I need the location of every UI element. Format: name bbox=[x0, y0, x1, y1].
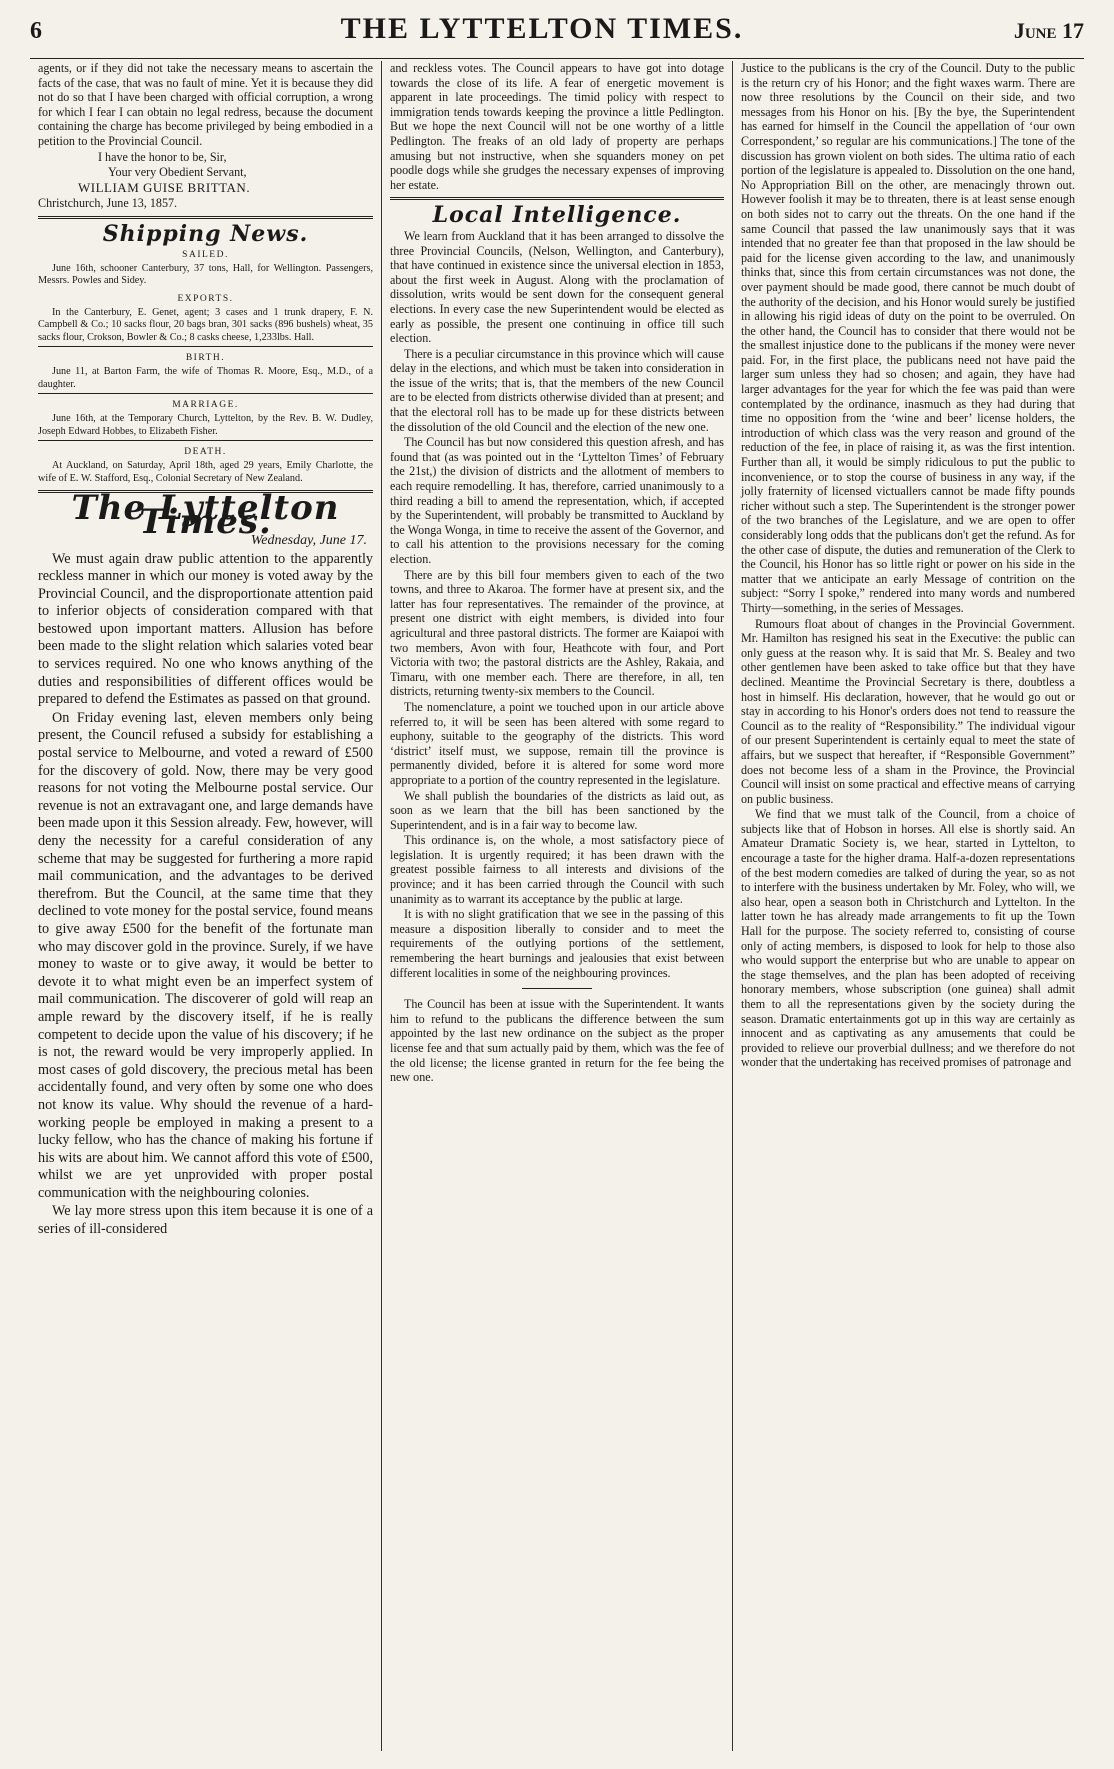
letter-servant: Your very Obedient Servant, bbox=[108, 165, 247, 180]
shipping-news-heading: Shipping News. bbox=[102, 220, 309, 247]
birth-label: BIRTH. bbox=[185, 352, 226, 363]
marriage-label: MARRIAGE. bbox=[172, 399, 239, 410]
news-paragraph: This ordinance is, on the whole, a most satisfactory piece of legislation. It is urgently required; it has been drawn with the greatest possible fairness to all interests and divisions of the province; and it has been carried through the Council with such unanimity as to warrant its acceptance by the public at large. bbox=[390, 833, 724, 906]
news-paragraph: We find that we must talk of the Council, from a choice of subjects like that of Hobson in horses. All else is shortly said. An Amateur Dramatic Society is, we hear, started in Lyttelton, to encourage a taste for the higher drama. Half-a-dozen representations of the best modern comedies are talked of during the year, so as not to interfere with the business undertaken by Mr. Foley, who will, we also hear, open a season both in Christchurch and Lyttelton. In the latter town he has already made arrangements to fit up the Town Hall for the purpose. The society referred to, consisting of course only of acting members, is disposed to look for help to those also who would support the enterprise but who are unable to appear on the stage themselves, and the plan has been adopted of receiving honorary members, whose subscription (one guinea) shall admit them to all the representations given by the society during the season. Dramatic entertainments got up in this way are certainly as innocent and as captivating as any amusements that could be provided to relieve our proverbial dullness; and we therefore do not wonder that the undertaking has received promises of patronage and bbox=[741, 807, 1075, 1070]
letter-place-date: Christchurch, June 13, 1857. bbox=[38, 196, 178, 211]
news-paragraph: We shall publish the boundaries of the districts as laid out, as soon as we learn that the bill has been sanctioned by the Superintendent, and is in a fair way to become law. bbox=[390, 788, 724, 832]
news-paragraph: There is a peculiar circumstance in this province which will cause delay in the elections, and which must be taken into consideration in the issue of the writs; that is, that the members of the new Council are to be elected from districts otherwise divided than at present; and that the electoral roll has to be made up for these districts between the dissolution of the old Council and the election of the new one. bbox=[390, 346, 724, 434]
masthead bbox=[30, 12, 1084, 56]
news-paragraph: There are by this bill four members given to each of the two towns, and three to Akaroa. The former have at present six, and the latter has four representatives. The remainder of the province, at present one district with eight members, is divided into four agricultural and three pastoral districts. The former are Kaiapoi with two members, Avon with four, Heathcote with four, and Port Victoria with two; the pastoral districts are the Ashley, Rakaia, and Timaru, with one member each. There are therefore, in all, ten districts, returning twenty-six members to the Council. bbox=[390, 567, 724, 699]
editorial-paragraph: We lay more stress upon this item because it is one of a series of ill-considered bbox=[38, 1203, 373, 1238]
issue-date: June 17 bbox=[1013, 18, 1084, 43]
local-intelligence-heading: Local Intelligence. bbox=[432, 202, 682, 229]
short-rule bbox=[522, 988, 592, 989]
divider bbox=[38, 440, 373, 441]
editorial-continued: and reckless votes. The Council appears to have got into dotage towards the close of its life. A fear of energetic movement is apparent in late proceedings. The timid policy with respect to immigration tends towards keeping the province a little Pedlington. But we hope the next Council will not be one worthy of a little Pedlington. The freaks of an old lady of property are perhaps amusing but not instructive, when she squanders money on pet poodle dogs while she grudges the necessary expenses of improving her estate. bbox=[390, 61, 724, 192]
letter-signature: WILLIAM GUISE BRITTAN. bbox=[78, 179, 251, 195]
death-text: At Auckland, on Saturday, April 18th, aged 29 years, Emily Charlotte, the wife of E. W. Stafford, Esq., Colonial Secretary of New Zealand. bbox=[38, 460, 373, 484]
divider bbox=[38, 346, 373, 347]
column-middle bbox=[381, 61, 732, 1751]
newspaper-title: THE LYTTELTON TIMES. bbox=[340, 12, 744, 45]
exports-label: EXPORTS. bbox=[177, 293, 234, 304]
columns bbox=[30, 61, 1084, 1751]
column-right bbox=[732, 61, 1083, 1751]
news-paragraph: Justice to the publicans is the cry of the Council. Duty to the public is the return cry of his Honor; and the fight waxes warm. There are now three resolutions by the Council on their side, and two messages from his Honor on his. [By the bye, the Superintendent has earned for himself in the Council the appellation of ‘our own Correspondent,’ so regular are his communications.] The tone of the discussion has grown violent on both sides. The ultima ratio of each portion of the legislature is appealed to. Dissolution on the one hand, No Appropriation Bill on the other, are menacingly thrown out. However foolish it may be to threaten, there is at least sense enough on both sides not to carry out the threats. On the one hand if the same Council that passed the law unanimously says that it was intended that no greater fee than that proposed in the law should be paid for the license given according to the law, and unanimously thinks that, since this from certain circumstances was not done, the over payment should be made good, there cannot be much doubt of the authority of the decision, and his Honor would surely be justified in allowing his rigid ideas of duty on the point to be overruled. On the other hand, the Council has to consider that there would not be the smallest injustice done to the publicans if the money were never paid. For, in the first place, the publicans need not have paid the larger sum unless they had so chosen; and again, they have had larger advantages for the year for which the fee was paid than were contemplated by the ordinance, inasmuch as they had during that time no opposition from the ‘wine and beer’ license holders, the introduction of which class was the very reason and ground of the reduction of the fee, in place of raising it, as was the first intention. Further than all, it would be simply ridiculous to put the public to inconvenience, or to stop the course of business in any way, if the jolly fraternity of licensed victuallers cannot be made fifty pounds richer without such a step. The Superintendent is the stronger power of the two branches of the Legislature, and we are open to offer considerably long odds that the publicans don't get the refund. As for the other case of dispute, the duties and remuneration of the Clerk to the Council, his Honor has so little right or power on his side in the matter that we anticipate an early Message of contrition on the subject: “Sorry I spoke,” rendered into many words and numbered Thirty—something, in the series of Messages. bbox=[741, 61, 1075, 615]
editorial-heading: The Lyttelton Times. bbox=[71, 487, 340, 543]
news-paragraph: The nomenclature, a point we touched upon in our article above referred to, it will be seen has been altered with some regard to euphony, suitable to the geography of the districts. This word ‘district’ itself must, we suppose, remain till the province is permanently divided, before it is altered for some word more appropriate to a portion of the country represented in the legislature. bbox=[390, 699, 724, 787]
news-paragraph: The Council has but now considered this question afresh, and has found that (as was pointed out in the ‘Lyttelton Times’ of February the 21st,) the division of districts and the allotment of members to each require remodelling. It has, therefore, carried unanimously to a third reading a bill to amend the representation, which, if accepted by the Superintendent, will probably be transmitted to Auckland by the Wonga Wonga, in time to receive the assent of the Governor, and to call his attention to the provisions necessary for the coming election. bbox=[390, 435, 724, 566]
section-divider bbox=[390, 197, 724, 200]
marriage-text: June 16th, at the Temporary Church, Lyttelton, by the Rev. B. W. Dudley, Joseph Edward Hobbes, to Elizabeth Fisher. bbox=[38, 413, 373, 437]
divider bbox=[38, 393, 373, 394]
editorial-paragraph: On Friday evening last, eleven members only being present, the Council refused a subsidy for establishing a postal service to Melbourne, and voted a reward of £500 for the discovery of gold. Now, there may be very good reasons for not voting the Melbourne postal service. Our revenue is not an extravagant one, and large demands have been made upon it this Session already. Few, however, will deny the necessity for a careful consideration of any scheme that may be suggested for furthering a more rapid mail communication, and the advantages to be derived therefrom. But the Council, at the same time that they declined to vote money for the postal service, found means to give away £500 for the benefit of the fortunate man who may discover gold in the province. Surely, if we have money to waste or to give away, it would be better to devote it to what might even be an imperfect system of mail communication. The discoverer of gold will reap an ample reward by the discovery itself, if he is really competent to decide upon the value of his discovery; if he is not, the reward would be very improperly applied. In most cases of gold discovery, the precious metal has been accidentally found, and very often by some one who does not know its value. Why should the revenue of a hard-working people be employed in making a present to a lucky fellow, who has the chance of making his fortune if his wits are about him. We cannot afford this vote of £500, whilst we are yet unprovided with proper postal communication with the neighbouring colonies. bbox=[38, 709, 373, 1201]
birth-text: June 11, at Barton Farm, the wife of Thomas R. Moore, Esq., M.D., of a daughter. bbox=[38, 366, 373, 390]
page-number: 6 bbox=[30, 18, 42, 44]
sailed-text: June 16th, schooner Canterbury, 37 tons, Hall, for Wellington. Passengers, Messrs. Powles and Sidey. bbox=[38, 263, 373, 287]
news-paragraph: The Council has been at issue with the Superintendent. It wants him to refund to the publicans the difference between the sum appointed by the last new ordinance on the subject as the proper license fee and that sum actually paid by them, which was the fee of the old license; the license granted in return for the fee being the new one. bbox=[390, 997, 724, 1085]
news-paragraph: It is with no slight gratification that we see in the passing of this measure a disposition liberally to consider and to meet the requirements of the outlying portions of the settlement, remembering the heart burnings and jealousies that exist between different localities in some of the neighbouring provinces. bbox=[390, 907, 724, 980]
sailed-label: SAILED. bbox=[182, 249, 229, 260]
editorial-dateline: Wednesday, June 17. bbox=[250, 532, 367, 548]
news-paragraph: Rumours float about of changes in the Provincial Government. Mr. Hamilton has resigned his seat in the Executive: the public can only guess at the reason why. It is said that Mr. S. Bealey and two other gentlemen have been asked to take office but that they have declined. Meantime the Provincial Secretary is there, doubtless a host in himself. His declaration, however, that he would go out or stay in according to his Honor's orders does not tend to reassure the Council as to the reality of “Responsibility.” The individual vigour of our present Superintendent is certainly equal to meet the state of affairs, but we suspect that hereafter, if “Responsible Government” does not become less of a sham in the Province, the Provincial Council will insist on some practical and effective means of carrying on public business. bbox=[741, 616, 1075, 806]
death-label: DEATH. bbox=[184, 446, 227, 457]
masthead-rule bbox=[30, 58, 1084, 59]
column-left bbox=[30, 61, 381, 1751]
letter-closing: I have the honor to be, Sir, bbox=[98, 149, 227, 164]
editorial-paragraph: We must again draw public attention to the apparently reckless manner in which our money is voted away by the Provincial Council, and the disproportionate attention paid to inferior objects of consideration compared with that bestowed upon important matters. Allusion has before been made to the slight relation which salaries voted bear to services required. No one who knows anything of the duties and responsibilities of different offices would be prepared to defend the Estimates as passed on that ground. bbox=[38, 550, 373, 708]
letter-paragraph: agents, or if they did not take the necessary means to ascertain the facts of the case, that was no fault of mine. Yet it is because they did not do so that I have been charged with official corruption, a wrong for which I fear I can obtain no legal redress, because the document containing the charge has become privileged by being embodied in a petition to the Provincial Council. bbox=[38, 61, 373, 148]
exports-text: In the Canterbury, E. Genet, agent; 3 cases and 1 trunk drapery, F. N. Campbell & Co.; 10 sacks flour, 20 bags bran, 301 sacks (896 bushels) wheat, 35 sacks flour, Crokson, Bowler & Co.; 8 casks cheese, 1,233lbs. Hall. bbox=[38, 307, 373, 343]
section-divider bbox=[38, 216, 373, 219]
news-paragraph: We learn from Auckland that it has been arranged to dissolve the three Provincial Councils, (Nelson, Wellington, and Canterbury), that have continued in existence since the universal election in 1853, about the first week in August. Along with the proclamation of dissolution, writs would be sent down for the consequent general elections. In every case the new Superintendent would be elected as early as possible, the present one continuing in office till such election. bbox=[390, 228, 724, 346]
